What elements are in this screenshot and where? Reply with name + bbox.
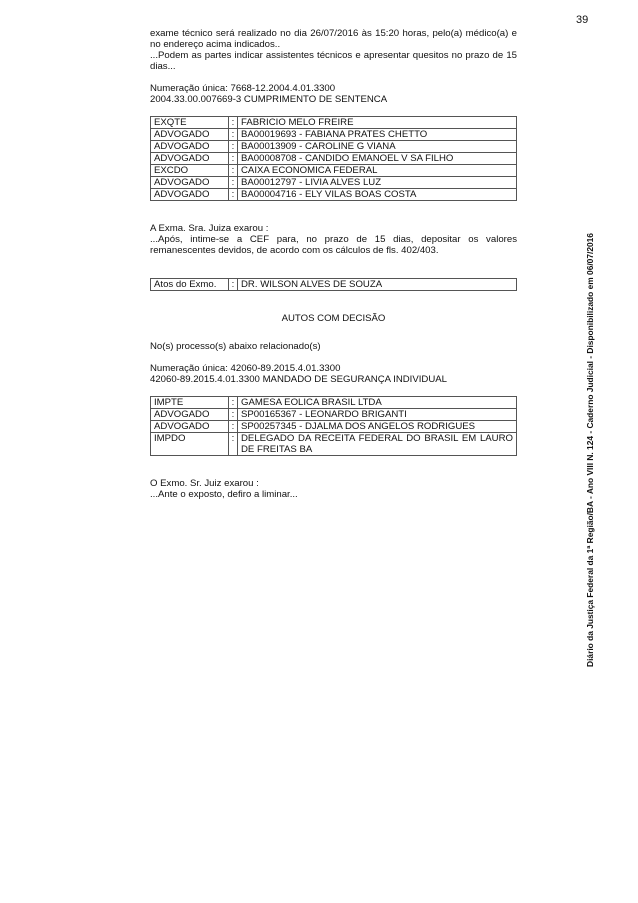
table-row	[151, 279, 517, 291]
table-row	[151, 141, 517, 153]
process1-classe: 2004.33.00.007669-3 CUMPRIMENTO DE SENTENCA	[150, 94, 388, 105]
table-row	[151, 189, 517, 201]
party-separator: :	[229, 129, 238, 141]
table-row	[151, 177, 517, 189]
process2-despacho: ...Ante o exposto, defiro a liminar...	[150, 489, 298, 500]
party-role: ADVOGADO	[151, 409, 229, 421]
table-row	[151, 421, 517, 433]
table-row	[151, 117, 517, 129]
journal-side-header: Diário da Justiça Federal da 1ª Região/BA - Ano VIII N. 124 - Caderno Judicial - Disponibilizado em 06/07/2016	[585, 233, 595, 667]
process1-despacho: ...Após, intime-se a CEF para, no prazo de 15 dias, depositar os valores remanescentes devidos, de acordo com os cálculos de fls. 402/403.	[150, 234, 517, 256]
page-number: 39	[576, 14, 589, 26]
process1-exarou: A Exma. Sra. Juiza exarou :	[150, 223, 269, 234]
party-separator: :	[229, 421, 238, 433]
party-role: ADVOGADO	[151, 129, 229, 141]
party-role: EXQTE	[151, 117, 229, 129]
atos-separator: :	[229, 279, 238, 291]
party-role: ADVOGADO	[151, 189, 229, 201]
party-separator: :	[229, 409, 238, 421]
party-separator: :	[229, 397, 238, 409]
party-separator: :	[229, 165, 238, 177]
table-row	[151, 397, 517, 409]
table-row	[151, 409, 517, 421]
party-role: IMPTE	[151, 397, 229, 409]
party-name: CAIXA ECONOMICA FEDERAL	[238, 165, 517, 177]
party-role: ADVOGADO	[151, 141, 229, 153]
party-name: SP00257345 - DJALMA DOS ANGELOS RODRIGUES	[238, 421, 517, 433]
atos-judge-name: DR. WILSON ALVES DE SOUZA	[238, 279, 517, 291]
party-separator: :	[229, 117, 238, 129]
process2-parties-table	[150, 396, 517, 456]
document-body	[150, 28, 517, 500]
party-separator: :	[229, 141, 238, 153]
table-row	[151, 433, 517, 456]
section-title: AUTOS COM DECISÃO	[281, 313, 386, 324]
party-role: EXCDO	[151, 165, 229, 177]
table-row	[151, 129, 517, 141]
intro-paragraph-2: ...Podem as partes indicar assistentes técnicos e apresentar quesitos no prazo de 15 dias...	[150, 50, 517, 72]
table-row	[151, 165, 517, 177]
atos-table	[150, 278, 517, 291]
party-name: BA00019693 - FABIANA PRATES CHETTO	[238, 129, 517, 141]
party-name: SP00165367 - LEONARDO BRIGANTI	[238, 409, 517, 421]
party-name: BA00013909 - CAROLINE G VIANA	[238, 141, 517, 153]
party-name: GAMESA EOLICA BRASIL LTDA	[238, 397, 517, 409]
party-role: IMPDO	[151, 433, 229, 456]
process1-parties-table	[150, 116, 517, 201]
party-separator: :	[229, 153, 238, 165]
party-separator: :	[229, 177, 238, 189]
party-role: ADVOGADO	[151, 421, 229, 433]
process2-classe: 42060-89.2015.4.01.3300 MANDADO DE SEGURANÇA INDIVIDUAL	[150, 374, 448, 385]
table-row	[151, 153, 517, 165]
party-name: BA00004716 - ELY VILAS BOAS COSTA	[238, 189, 517, 201]
party-role: ADVOGADO	[151, 177, 229, 189]
section-subtitle: No(s) processo(s) abaixo relacionado(s)	[150, 341, 321, 352]
atos-role: Atos do Exmo.	[151, 279, 229, 291]
party-name: DELEGADO DA RECEITA FEDERAL DO BRASIL EM LAURO DE FREITAS BA	[238, 433, 517, 456]
party-separator: :	[229, 433, 238, 456]
party-name: FABRICIO MELO FREIRE	[238, 117, 517, 129]
process2-exarou: O Exmo. Sr. Juiz exarou :	[150, 478, 259, 489]
party-role: ADVOGADO	[151, 153, 229, 165]
process2-numeracao: Numeração única: 42060-89.2015.4.01.3300	[150, 363, 341, 374]
party-name: BA00008708 - CANDIDO EMANOEL V SA FILHO	[238, 153, 517, 165]
party-separator: :	[229, 189, 238, 201]
intro-paragraph-1: exame técnico será realizado no dia 26/07/2016 às 15:20 horas, pelo(a) médico(a) e no endereço acima indicados..	[150, 28, 517, 50]
process1-numeracao: Numeração única: 7668-12.2004.4.01.3300	[150, 83, 336, 94]
party-name: BA00012797 - LIVIA ALVES LUZ	[238, 177, 517, 189]
